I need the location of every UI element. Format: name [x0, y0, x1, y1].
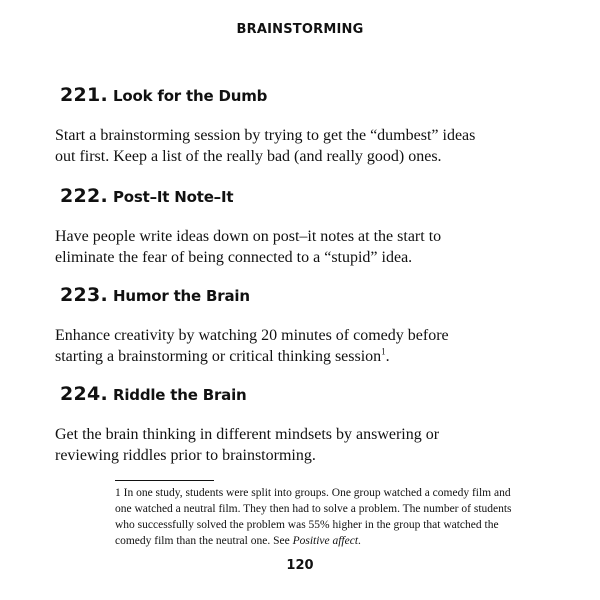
footnote-end: . — [358, 535, 361, 547]
entry-number: 224. — [60, 383, 109, 405]
entry-body-line — [55, 346, 525, 367]
entry-body-222 — [55, 226, 525, 268]
entry-heading — [60, 284, 560, 308]
entry-221 — [60, 84, 560, 108]
entry-body-221 — [55, 125, 525, 167]
entry-title: Post–It Note–It — [113, 188, 234, 206]
entry-body-line: out first. Keep a list of the really bad (and really good) ones. — [55, 148, 442, 165]
footnote — [115, 485, 555, 549]
entry-number: 221. — [60, 84, 109, 106]
footnote-text: comedy film than the neutral one. See — [115, 535, 293, 547]
entry-body-223 — [55, 325, 525, 367]
entry-body-line: Have people write ideas down on post–it notes at the start to — [55, 228, 442, 245]
entry-222 — [60, 185, 560, 209]
entry-title: Riddle the Brain — [113, 386, 247, 404]
entry-body-text: starting a brainstorming or critical thinking session — [55, 348, 382, 365]
entry-224 — [60, 383, 560, 407]
footnote-line — [115, 533, 555, 549]
entry-body-line: reviewing riddles prior to brainstorming. — [55, 447, 316, 464]
sentence-period: . — [385, 348, 390, 365]
entry-body-224 — [55, 424, 525, 466]
footnote-crossref: Positive affect — [292, 535, 359, 547]
entry-223 — [60, 284, 560, 308]
footnote-line: 1 In one study, students were split into groups. One group watched a comedy film and — [115, 487, 511, 499]
running-head: BRAINSTORMING — [236, 22, 364, 37]
entry-number: 222. — [60, 185, 109, 207]
entry-body-line: eliminate the fear of being connected to a “stupid” idea. — [55, 249, 413, 266]
footnote-reference: 1 — [381, 346, 386, 357]
entry-number: 223. — [60, 284, 109, 306]
entry-body-line: Start a brainstorming session by trying to get the “dumbest” ideas — [55, 127, 476, 144]
entry-heading — [60, 84, 560, 108]
entry-title: Look for the Dumb — [113, 87, 268, 105]
entry-body-line: Get the brain thinking in different mindsets by answering or — [55, 426, 440, 443]
entry-heading — [60, 185, 560, 209]
entry-body-line: Enhance creativity by watching 20 minutes of comedy before — [55, 327, 449, 344]
footnote-line: who successfully solved the problem was 55% higher in the group that watched the — [115, 519, 499, 531]
footnote-line: one watched a neutral film. They then had to solve a problem. The number of students — [115, 503, 512, 515]
footnote-rule — [115, 480, 214, 481]
page-number: 120 — [286, 558, 314, 573]
entry-title: Humor the Brain — [113, 287, 250, 305]
entry-heading — [60, 383, 560, 407]
